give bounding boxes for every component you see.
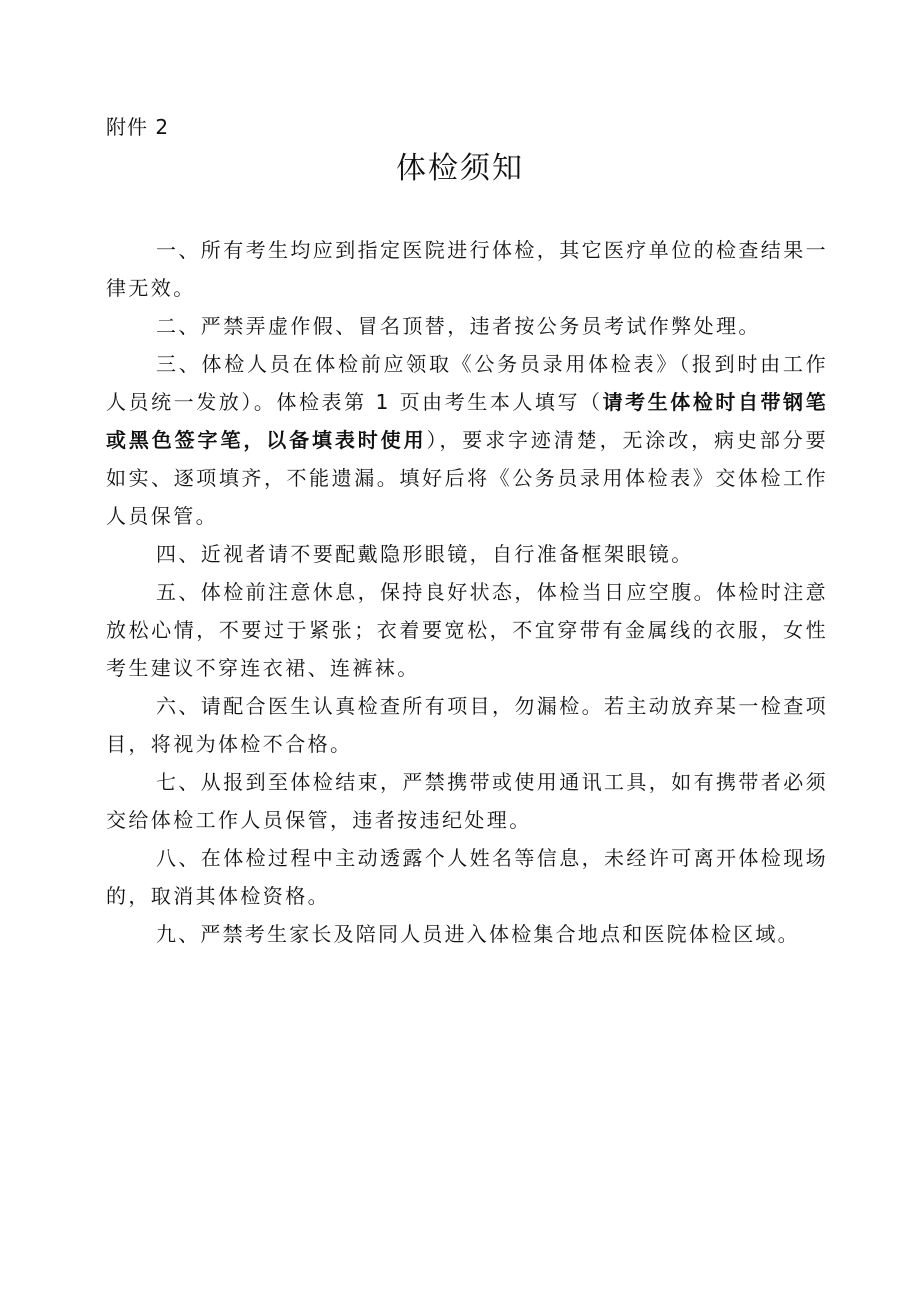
notice-item-1: 一、所有考生均应到指定医院进行体检，其它医疗单位的检查结果一律无效。 xyxy=(106,238,828,300)
page-title: 体检须知 xyxy=(396,151,524,186)
notice-item-3 xyxy=(106,345,828,535)
notice-item-9: 九、严禁考生家长及陪同人员进入体检集合地点和医院体检区域。 xyxy=(156,922,800,946)
notice-item-2: 二、严禁弄虚作假、冒名顶替，违者按公务员考试作弊处理。 xyxy=(156,314,761,338)
notice-item-6: 六、请配合医生认真检查所有项目，勿漏检。若主动放弃某一检查项目，将视为体检不合格。 xyxy=(106,694,828,756)
notice-item-8: 八、在体检过程中主动透露个人姓名等信息，未经许可离开体检现场的，取消其体检资格。 xyxy=(106,846,828,908)
notice-item-5: 五、体检前注意休息，保持良好状态，体检当日应空腹。体检时注意放松心情，不要过于紧张；衣着要宽松，不宜穿带有金属线的衣服，女性考生建议不穿连衣裙、连裤袜。 xyxy=(106,580,828,680)
notice-item-3-pre: 三、体检人员在体检前应领取《公务员录用体检表》（报到时由工作人员统一发放）。体检表第 1 页由考生本人填写（ xyxy=(106,352,828,414)
notice-item-3-post: ），要求字迹清楚，无涂改，病史部分要如实、逐项填齐，不能遗漏。填好后将《公务员录用体检表》交体检工作人员保管。 xyxy=(106,428,828,528)
notice-item-4: 四、近视者请不要配戴隐形眼镜，自行准备框架眼镜。 xyxy=(156,542,694,566)
notice-item-7: 七、从报到至体检结束，严禁携带或使用通讯工具，如有携带者必须交给体检工作人员保管，违者按违纪处理。 xyxy=(106,770,828,832)
notice-item-3-bold: 请考生体检时自带钢笔或黑色签字笔，以备填表时使用 xyxy=(106,390,829,452)
attachment-label: 附件 2 xyxy=(106,115,170,139)
notice-body xyxy=(106,231,828,953)
